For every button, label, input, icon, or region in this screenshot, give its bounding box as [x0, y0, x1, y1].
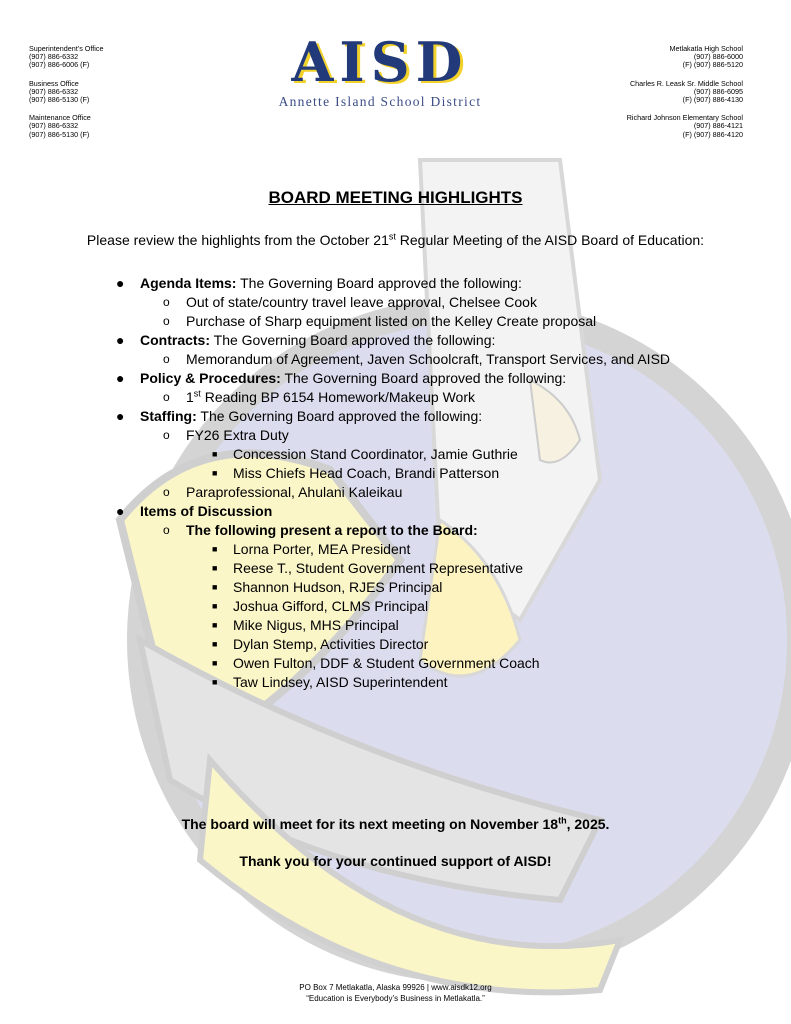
item-label: Policy & Procedures:	[140, 370, 281, 386]
office-maintenance	[29, 114, 103, 139]
list-item	[0, 654, 791, 673]
item-label: Contracts:	[140, 332, 211, 348]
next-sup: th	[558, 815, 567, 826]
school-rjes	[627, 114, 743, 139]
list-item	[0, 559, 791, 578]
circle-bullet-icon: o	[163, 352, 170, 366]
item-text: Dylan Stemp, Activities Director	[233, 636, 429, 652]
list-item	[0, 388, 791, 407]
item-text: Owen Fulton, DDF & Student Government Coach	[233, 655, 540, 671]
square-bullet-icon: ■	[212, 620, 218, 630]
office-business	[29, 80, 103, 105]
item-text: The Governing Board approved the following:	[280, 370, 567, 386]
item-text: The Governing Board approved the following:	[196, 408, 483, 424]
list-item	[0, 540, 791, 559]
square-bullet-icon: ■	[212, 677, 218, 687]
office-fax: (907) 886-5130 (F)	[29, 129, 90, 139]
list-item	[0, 293, 791, 312]
list-item	[0, 464, 791, 483]
next-meeting-note	[0, 816, 791, 832]
intro-before: Please review the highlights from the October 21	[86, 232, 389, 248]
item-label: Staffing:	[140, 408, 197, 424]
list-item	[0, 483, 791, 502]
item-text: The Governing Board approved the following:	[210, 332, 496, 348]
circle-bullet-icon: o	[163, 523, 170, 537]
logo-name: Annette Island School District	[278, 94, 482, 109]
reading-number: 1	[186, 389, 194, 405]
list-item	[0, 350, 791, 369]
footer	[0, 982, 791, 1004]
circle-bullet-icon: o	[163, 428, 170, 442]
school-clms	[627, 80, 743, 105]
school-fax: (F) (907) 886-4120	[682, 129, 743, 139]
office-fax: (907) 886-5130 (F)	[29, 95, 90, 105]
list-item-policy	[0, 369, 791, 388]
logo-abbr: AISD	[291, 30, 469, 94]
list-item	[0, 578, 791, 597]
school-fax: (F) (907) 886-4130	[682, 95, 743, 105]
office-phone: (907) 886-6332	[29, 52, 79, 62]
circle-bullet-icon: o	[163, 485, 170, 499]
item-text: Concession Stand Coordinator, Jamie Guthrie	[233, 446, 518, 462]
office-superintendent	[29, 45, 103, 70]
item-text: Lorna Porter, MEA President	[233, 541, 411, 557]
intro-after: Regular Meeting of the AISD Board of Education:	[395, 232, 705, 248]
aisd-logo	[275, 30, 485, 110]
highlights-list	[0, 274, 791, 692]
square-bullet-icon: ■	[212, 563, 218, 573]
school-name: Metlakatla High School	[669, 44, 743, 53]
thank-you-note: Thank you for your continued support of AISD!	[239, 853, 552, 869]
square-bullet-icon: ■	[212, 544, 218, 554]
item-text: Reading BP 6154 Homework/Makeup Work	[200, 389, 475, 405]
school-phone: (907) 886-6000	[693, 52, 743, 62]
intro-text	[0, 232, 791, 248]
office-phone: (907) 886-6332	[29, 86, 79, 96]
bullet-icon: ●	[116, 503, 125, 519]
item-text: Joshua Gifford, CLMS Principal	[233, 598, 429, 614]
list-item-staffing	[0, 407, 791, 426]
item-text: FY26 Extra Duty	[186, 427, 289, 443]
school-name: Richard Johnson Elementary School	[626, 113, 743, 123]
school-phone: (907) 886-6095	[693, 86, 743, 96]
school-contacts	[627, 45, 743, 149]
footer-address: PO Box 7 Metlakatla, Alaska 99926 | www.aisdk12.org	[299, 983, 492, 992]
list-item	[0, 616, 791, 635]
office-name: Superintendent’s Office	[29, 44, 104, 53]
square-bullet-icon: ■	[212, 639, 218, 649]
item-text: Reese T., Student Government Representative	[233, 560, 524, 576]
bullet-icon: ●	[116, 408, 125, 424]
list-item	[0, 673, 791, 692]
list-item	[0, 635, 791, 654]
item-text: Memorandum of Agreement, Javen Schoolcraft, Transport Services, and AISD	[186, 351, 671, 367]
district-offices	[29, 45, 103, 149]
school-mhs	[627, 45, 743, 70]
circle-bullet-icon: o	[163, 314, 170, 328]
item-text: Paraprofessional, Ahulani Kaleikau	[186, 484, 403, 500]
item-text: Purchase of Sharp equipment listed on the Kelley Create proposal	[186, 313, 597, 329]
item-text: Shannon Hudson, RJES Principal	[233, 579, 443, 595]
bullet-icon: ●	[116, 370, 125, 386]
item-label: Items of Discussion	[140, 503, 273, 519]
office-phone: (907) 886-6332	[29, 121, 79, 131]
office-name: Maintenance Office	[29, 113, 91, 123]
square-bullet-icon: ■	[212, 658, 218, 668]
office-name: Business Office	[29, 78, 79, 88]
next-before: The board will meet for its next meeting on November 18	[181, 816, 559, 832]
item-text: Mike Nigus, MHS Principal	[233, 617, 399, 633]
bullet-icon: ●	[116, 275, 125, 291]
list-item	[0, 597, 791, 616]
footer-motto: “Education is Everybody’s Business in Metlakatla.”	[306, 994, 485, 1003]
list-item-discussion	[0, 502, 791, 521]
item-text: The Governing Board approved the following:	[236, 275, 522, 291]
school-phone: (907) 886-4121	[693, 121, 743, 131]
next-after: , 2025.	[566, 816, 610, 832]
item-text: Taw Lindsey, AISD Superintendent	[233, 674, 448, 690]
square-bullet-icon: ■	[212, 468, 218, 478]
list-item	[0, 521, 791, 540]
list-item	[0, 445, 791, 464]
list-item-agenda	[0, 274, 791, 293]
bullet-icon: ●	[116, 332, 125, 348]
item-text: The following present a report to the Board:	[186, 522, 478, 538]
school-fax: (F) (907) 886-5120	[682, 60, 743, 70]
office-fax: (907) 886-6006 (F)	[29, 60, 90, 70]
item-text: Miss Chiefs Head Coach, Brandi Patterson	[233, 465, 500, 481]
item-text: Out of state/country travel leave approval, Chelsee Cook	[186, 294, 537, 310]
page-title: BOARD MEETING HIGHLIGHTS	[268, 188, 523, 207]
square-bullet-icon: ■	[212, 601, 218, 611]
list-item-contracts	[0, 331, 791, 350]
circle-bullet-icon: o	[163, 295, 170, 309]
square-bullet-icon: ■	[212, 449, 218, 459]
list-item	[0, 426, 791, 445]
list-item	[0, 312, 791, 331]
intro-sup: st	[388, 231, 396, 242]
circle-bullet-icon: o	[163, 390, 170, 404]
item-label: Agenda Items:	[140, 275, 237, 291]
school-name: Charles R. Leask Sr. Middle School	[629, 78, 743, 88]
square-bullet-icon: ■	[212, 582, 218, 592]
reading-sup: st	[193, 388, 201, 399]
